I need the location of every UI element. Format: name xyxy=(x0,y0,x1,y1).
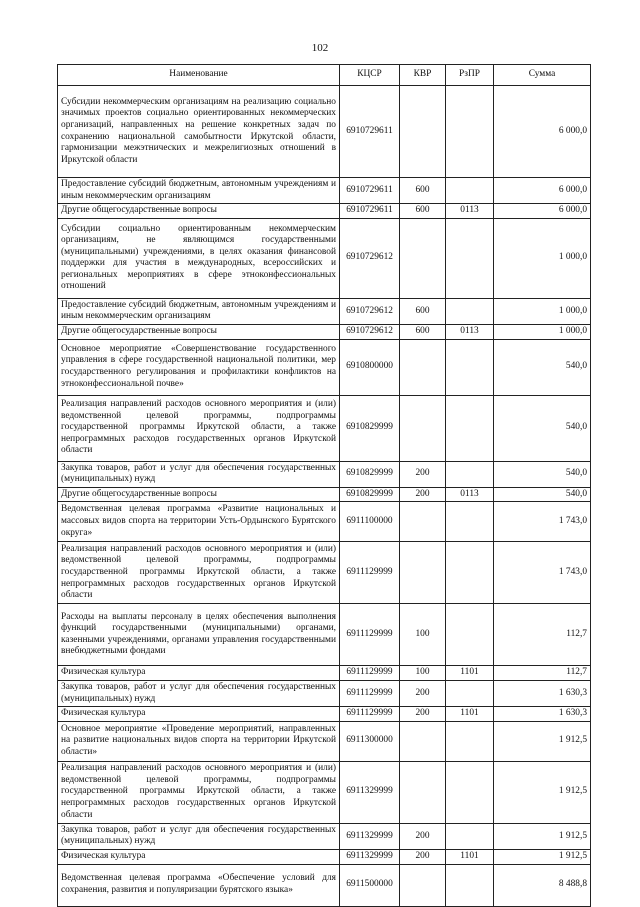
row-kcsr: 6910829999 xyxy=(340,461,400,487)
row-rzpr xyxy=(446,461,494,487)
row-name: Расходы на выплаты персоналу в целях обеспечения выполнения функций государственными (муниципальными) органами, казенными учреждениями, органами управления государственными внебюджетными фондами xyxy=(58,604,340,666)
row-kcsr: 6910729611 xyxy=(340,204,400,219)
row-kvr: 200 xyxy=(400,707,446,722)
row-rzpr xyxy=(446,86,494,178)
row-kvr: 600 xyxy=(400,178,446,204)
row-name: Предоставление субсидий бюджетным, автономным учреждениям и иным некоммерческим организациям xyxy=(58,178,340,204)
row-kcsr: 6911500000 xyxy=(340,864,400,906)
row-kcsr: 6910729612 xyxy=(340,298,400,324)
row-kcsr: 6910729612 xyxy=(340,324,400,339)
row-name: Основное мероприятие «Совершенствование государственного управления в сфере государственной национальной политики, мер государственного регулирования и профилактики конфликтов на этноконфессиональной почве» xyxy=(58,339,340,395)
row-kcsr: 6910729612 xyxy=(340,218,400,298)
row-rzpr xyxy=(446,721,494,761)
table-row xyxy=(58,339,591,395)
row-sum: 1 630,3 xyxy=(494,707,591,722)
table-row xyxy=(58,502,591,542)
table-row xyxy=(58,204,591,219)
table-row xyxy=(58,761,591,823)
row-rzpr xyxy=(446,864,494,906)
row-name: Закупка товаров, работ и услуг для обеспечения государственных (муниципальных) нужд xyxy=(58,680,340,706)
table-row xyxy=(58,707,591,722)
row-name: Физическая культура xyxy=(58,707,340,722)
row-name: Другие общегосударственные вопросы xyxy=(58,487,340,502)
row-rzpr: 0113 xyxy=(446,204,494,219)
row-kvr xyxy=(400,86,446,178)
row-kvr: 200 xyxy=(400,823,446,849)
row-kcsr: 6911329999 xyxy=(340,849,400,864)
row-kvr: 200 xyxy=(400,461,446,487)
table-row xyxy=(58,823,591,849)
table-body xyxy=(58,86,591,907)
row-sum: 1 743,0 xyxy=(494,502,591,542)
row-kvr xyxy=(400,339,446,395)
row-sum: 1 000,0 xyxy=(494,324,591,339)
table-row xyxy=(58,461,591,487)
row-kcsr: 6910829999 xyxy=(340,395,400,461)
row-kvr xyxy=(400,721,446,761)
row-sum: 1 630,3 xyxy=(494,680,591,706)
table-row xyxy=(58,666,591,681)
row-sum: 540,0 xyxy=(494,339,591,395)
row-sum: 1 912,5 xyxy=(494,721,591,761)
table-row xyxy=(58,324,591,339)
row-rzpr xyxy=(446,339,494,395)
row-name: Другие общегосударственные вопросы xyxy=(58,324,340,339)
row-kcsr: 6911100000 xyxy=(340,502,400,542)
row-rzpr xyxy=(446,218,494,298)
row-sum: 1 000,0 xyxy=(494,218,591,298)
row-kvr xyxy=(400,864,446,906)
row-sum: 1 912,5 xyxy=(494,823,591,849)
row-sum: 540,0 xyxy=(494,461,591,487)
table-header xyxy=(58,65,591,86)
row-kvr: 100 xyxy=(400,604,446,666)
row-sum: 540,0 xyxy=(494,487,591,502)
row-kcsr: 6910829999 xyxy=(340,487,400,502)
row-name: Ведомственная целевая программа «Развитие национальных и массовых видов спорта на территории Усть-Ордынского Бурятского округа» xyxy=(58,502,340,542)
row-kvr: 200 xyxy=(400,849,446,864)
table-row xyxy=(58,178,591,204)
row-rzpr xyxy=(446,395,494,461)
column-header-kcsr: КЦСР xyxy=(340,65,400,86)
row-rzpr: 1101 xyxy=(446,707,494,722)
row-name: Основное мероприятие «Проведение мероприятий, направленных на развитие национальных видов спорта на территории Иркутской области» xyxy=(58,721,340,761)
row-kvr: 200 xyxy=(400,680,446,706)
row-rzpr xyxy=(446,823,494,849)
row-kcsr: 6911129999 xyxy=(340,707,400,722)
table-row xyxy=(58,721,591,761)
row-sum: 1 912,5 xyxy=(494,849,591,864)
row-kvr xyxy=(400,395,446,461)
table-row xyxy=(58,298,591,324)
row-kcsr: 6911129999 xyxy=(340,542,400,604)
row-sum: 8 488,8 xyxy=(494,864,591,906)
row-name: Закупка товаров, работ и услуг для обеспечения государственных (муниципальных) нужд xyxy=(58,823,340,849)
row-rzpr: 1101 xyxy=(446,849,494,864)
row-rzpr xyxy=(446,680,494,706)
row-name: Физическая культура xyxy=(58,849,340,864)
table-row xyxy=(58,487,591,502)
row-kvr xyxy=(400,542,446,604)
row-kvr xyxy=(400,761,446,823)
row-kvr: 600 xyxy=(400,204,446,219)
page-number: 102 xyxy=(311,42,329,54)
row-sum: 6 000,0 xyxy=(494,204,591,219)
row-name: Реализация направлений расходов основного мероприятия и (или) ведомственной целевой программы, подпрограммы государственной программы Иркутской области, а также непрограммных расходов государственных органов Иркутской области xyxy=(58,395,340,461)
header-row xyxy=(58,65,591,86)
row-rzpr: 0113 xyxy=(446,487,494,502)
row-kcsr: 6910800000 xyxy=(340,339,400,395)
row-sum: 1 000,0 xyxy=(494,298,591,324)
row-name: Субсидии некоммерческим организациям на реализацию социально значимых проектов социально ориентированных некоммерческих организаций, направленных на решение конкретных задач по сохранению национальной самобытности Иркутской области, гармонизации межэтнических и межрелигиозных отношений в Иркутской области xyxy=(58,86,340,178)
row-kvr: 200 xyxy=(400,487,446,502)
row-rzpr xyxy=(446,604,494,666)
table-row xyxy=(58,604,591,666)
table-row xyxy=(58,864,591,906)
row-kcsr: 6911129999 xyxy=(340,604,400,666)
column-header-rzpr: РзПР xyxy=(446,65,494,86)
row-sum: 6 000,0 xyxy=(494,178,591,204)
column-header-sum: Сумма xyxy=(494,65,591,86)
row-rzpr xyxy=(446,298,494,324)
budget-table xyxy=(57,64,591,907)
row-kcsr: 6911300000 xyxy=(340,721,400,761)
table-row xyxy=(58,680,591,706)
row-name: Субсидии социально ориентированным некоммерческим организациям, не являющимся государственными (муниципальными) учреждениями, в целях оказания финансовой поддержки для участия в международных, всероссийских и региональных мероприятиях в сфере этноконфессиональных отношений xyxy=(58,218,340,298)
row-rzpr xyxy=(446,502,494,542)
table-row xyxy=(58,849,591,864)
column-header-kvr: КВР xyxy=(400,65,446,86)
column-header-name: Наименование xyxy=(58,65,340,86)
row-sum: 112,7 xyxy=(494,666,591,681)
row-name: Реализация направлений расходов основного мероприятия и (или) ведомственной целевой программы, подпрограммы государственной программы Иркутской области, а также непрограммных расходов государственных органов Иркутской области xyxy=(58,542,340,604)
row-kvr: 100 xyxy=(400,666,446,681)
table-row xyxy=(58,395,591,461)
row-sum: 1 912,5 xyxy=(494,761,591,823)
row-rzpr xyxy=(446,761,494,823)
row-kcsr: 6910729611 xyxy=(340,178,400,204)
row-name: Реализация направлений расходов основного мероприятия и (или) ведомственной целевой программы, подпрограммы государственной программы Иркутской области, а также непрограммных расходов государственных органов Иркутской области xyxy=(58,761,340,823)
row-name: Закупка товаров, работ и услуг для обеспечения государственных (муниципальных) нужд xyxy=(58,461,340,487)
row-rzpr xyxy=(446,178,494,204)
row-rzpr: 0113 xyxy=(446,324,494,339)
row-name: Ведомственная целевая программа «Обеспечение условий для сохранения, развития и популяризации бурятского языка» xyxy=(58,864,340,906)
row-name: Предоставление субсидий бюджетным, автономным учреждениям и иным некоммерческим организациям xyxy=(58,298,340,324)
row-rzpr xyxy=(446,542,494,604)
table-row xyxy=(58,542,591,604)
row-kvr: 600 xyxy=(400,298,446,324)
row-sum: 6 000,0 xyxy=(494,86,591,178)
table-row xyxy=(58,86,591,178)
row-name: Другие общегосударственные вопросы xyxy=(58,204,340,219)
row-kcsr: 6911329999 xyxy=(340,823,400,849)
row-kcsr: 6911129999 xyxy=(340,666,400,681)
row-kcsr: 6910729611 xyxy=(340,86,400,178)
row-sum: 1 743,0 xyxy=(494,542,591,604)
row-name: Физическая культура xyxy=(58,666,340,681)
row-rzpr: 1101 xyxy=(446,666,494,681)
row-sum: 112,7 xyxy=(494,604,591,666)
row-kcsr: 6911129999 xyxy=(340,680,400,706)
row-kvr: 600 xyxy=(400,324,446,339)
row-kvr xyxy=(400,218,446,298)
row-kvr xyxy=(400,502,446,542)
table-row xyxy=(58,218,591,298)
row-kcsr: 6911329999 xyxy=(340,761,400,823)
row-sum: 540,0 xyxy=(494,395,591,461)
